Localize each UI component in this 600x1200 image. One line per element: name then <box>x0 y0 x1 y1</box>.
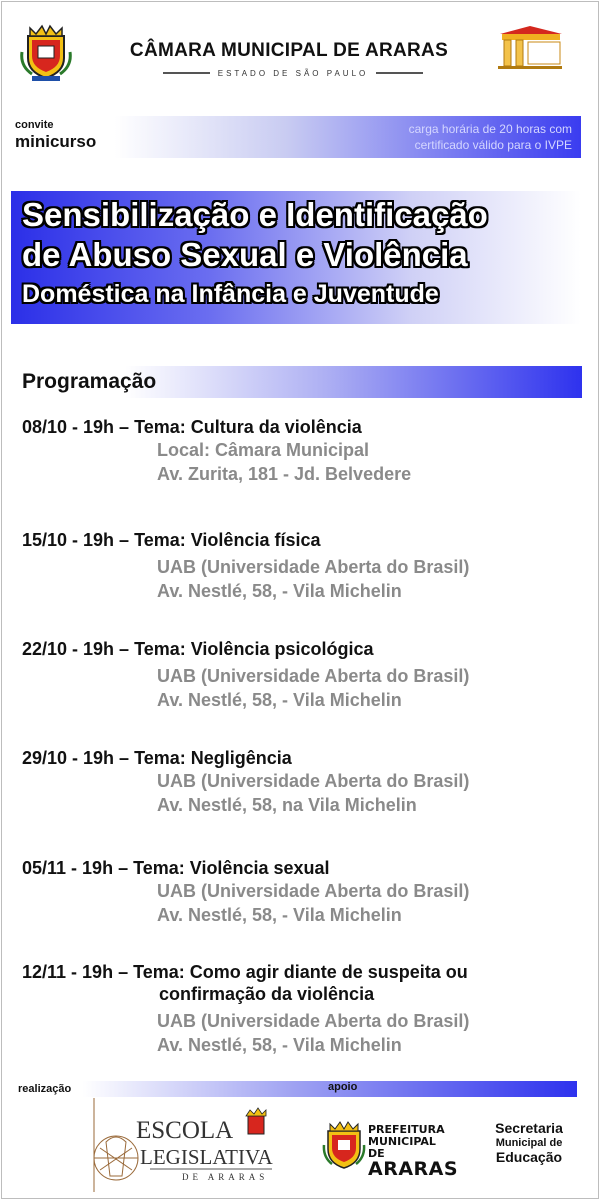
subtitle-rule-left <box>163 72 210 74</box>
realizacao-label: realização <box>18 1083 72 1095</box>
secretaria-educacao-logo <box>484 1121 574 1165</box>
course-hours-line: carga horária de 20 horas com <box>408 122 572 136</box>
escola-line-1: ESCOLA <box>136 1117 234 1144</box>
footer-bar <box>15 1081 577 1097</box>
header-subtitle-text: ESTADO DE SÃO PAULO <box>217 68 369 78</box>
event-location: UAB (Universidade Aberta do Brasil) <box>157 881 470 901</box>
prefeitura-line-1: PREFEITURA <box>368 1123 445 1136</box>
escola-legislativa-logo <box>86 1096 286 1194</box>
course-hours-note <box>332 121 572 153</box>
course-title-line-1: Sensibilização e Identificação <box>22 196 488 233</box>
prefeitura-logo-text <box>368 1123 459 1180</box>
event-address: Av. Nestlé, 58, - Vila Michelin <box>157 690 402 710</box>
event-heading: 12/11 - 19h – Tema: Como agir diante de suspeita ou <box>22 962 468 982</box>
event-address: Av. Nestlé, 58, - Vila Michelin <box>157 1035 402 1055</box>
event-address: Av. Nestlé, 58, - Vila Michelin <box>157 905 402 925</box>
escola-line-2: LEGISLATIVA <box>140 1145 273 1169</box>
event-address: Av. Nestlé, 58, na Vila Michelin <box>157 795 417 815</box>
event-address: Av. Zurita, 181 - Jd. Belvedere <box>157 464 412 484</box>
event-location: UAB (Universidade Aberta do Brasil) <box>157 557 470 577</box>
event-location: UAB (Universidade Aberta do Brasil) <box>157 1011 470 1031</box>
event-location: UAB (Universidade Aberta do Brasil) <box>157 771 470 791</box>
program-event <box>22 857 582 927</box>
invite-label-small: convite <box>15 119 54 131</box>
event-heading: 15/10 - 19h – Tema: Violência física <box>22 530 321 550</box>
subtitle-rule-right <box>376 72 423 74</box>
event-location: Local: Câmara Municipal <box>157 440 370 460</box>
chamber-building-icon <box>494 24 566 70</box>
escola-line-3: DE ARARAS <box>182 1172 269 1182</box>
program-event <box>22 747 582 817</box>
secretaria-line-2: Municipal de <box>495 1137 563 1149</box>
event-location: UAB (Universidade Aberta do Brasil) <box>157 666 470 686</box>
event-heading: 22/10 - 19h – Tema: Violência psicológica <box>22 639 374 659</box>
prefeitura-line-2: MUNICIPAL DE <box>368 1135 436 1160</box>
program-event <box>22 638 582 712</box>
event-heading: 29/10 - 19h – Tema: Negligência <box>22 748 292 768</box>
prefeitura-line-3: ARARAS <box>368 1158 459 1180</box>
apoio-label: apoio <box>328 1081 358 1093</box>
program-event <box>22 416 582 486</box>
course-title-line-3: Doméstica na Infância e Juventude <box>22 280 439 308</box>
municipal-crest-icon <box>20 22 72 82</box>
certificate-line: certificado válido para o IVPE <box>414 138 572 152</box>
event-heading-continuation: confirmação da violência <box>159 984 375 1004</box>
header-subtitle <box>163 67 423 79</box>
program-heading: Programação <box>22 370 157 393</box>
program-event <box>22 529 582 603</box>
secretaria-line-1: Secretaria <box>495 1120 563 1136</box>
header-title: CÂMARA MUNICIPAL DE ARARAS <box>129 40 449 61</box>
prefeitura-crest-icon <box>322 1119 366 1171</box>
event-heading: 08/10 - 19h – Tema: Cultura da violência <box>22 417 362 437</box>
invite-label-minicurso: minicurso <box>15 132 97 151</box>
secretaria-line-3: Educação <box>495 1149 563 1165</box>
event-address: Av. Nestlé, 58, - Vila Michelin <box>157 581 402 601</box>
course-title-line-2: de Abuso Sexual e Violência <box>22 236 468 273</box>
event-heading: 05/11 - 19h – Tema: Violência sexual <box>22 858 330 878</box>
program-event <box>22 961 582 1057</box>
